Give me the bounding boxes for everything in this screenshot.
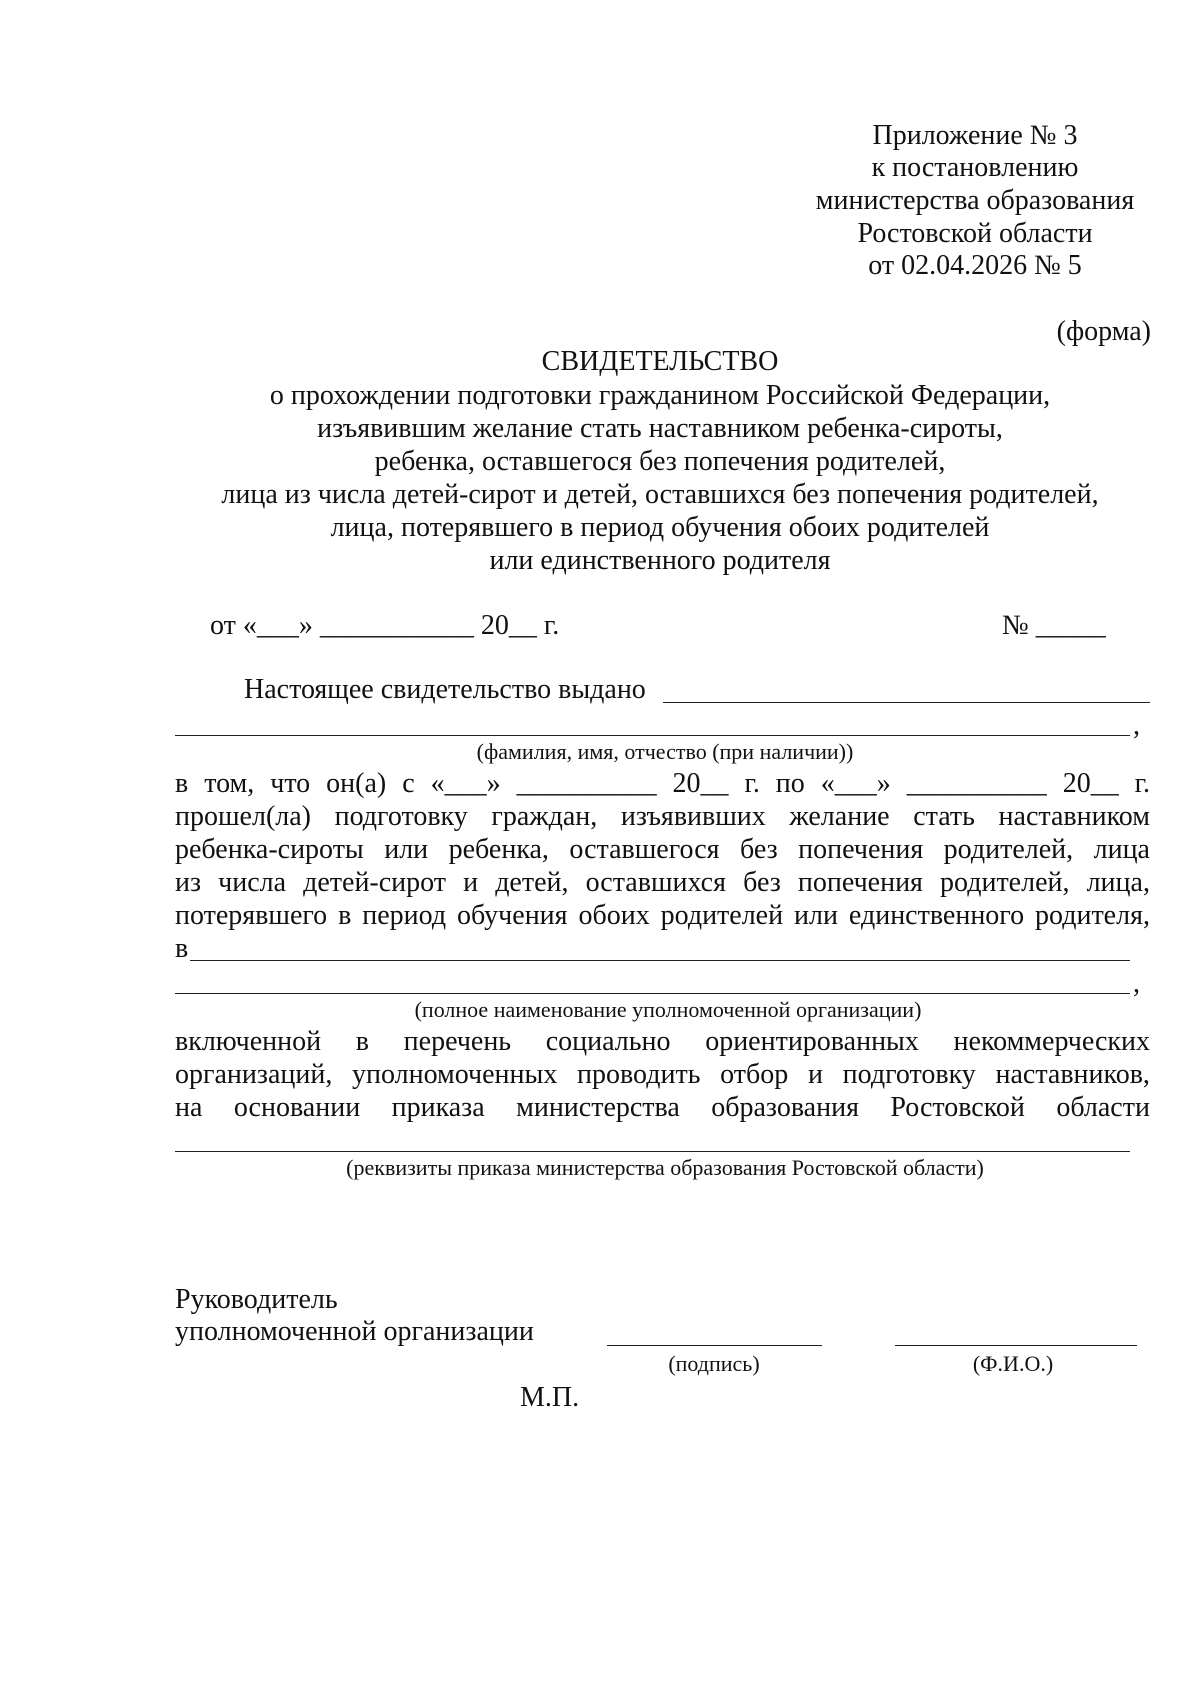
order-caption: (реквизиты приказа министерства образования Ростовской области): [346, 1155, 984, 1180]
included-word: отбор: [720, 1059, 789, 1090]
included-word: организаций,: [175, 1059, 333, 1090]
appendix-line-4: Ростовской области: [857, 218, 1093, 249]
body-word: единственного: [848, 900, 1025, 931]
body-word: попечения: [798, 834, 924, 865]
period-word: «___»: [430, 768, 501, 799]
issued-comma: ,: [1133, 710, 1140, 741]
appendix-line-2: к постановлению: [871, 152, 1079, 183]
body-word: в: [338, 900, 352, 931]
document-title: СВИДЕТЕЛЬСТВО: [541, 346, 779, 377]
body-word: оставшегося: [569, 834, 720, 865]
body-word: изъявивших: [620, 801, 766, 832]
included-word: приказа: [391, 1092, 485, 1123]
body-word: или: [384, 834, 429, 865]
period-word: 20__: [672, 768, 729, 799]
period-word: «___»: [820, 768, 891, 799]
included-word: Ростовской: [890, 1092, 1025, 1123]
period-word: __________: [906, 768, 1047, 799]
period-row: [175, 770, 1150, 798]
fio-line: [895, 1345, 1137, 1346]
included-word: уполномоченных: [352, 1059, 558, 1090]
body-line-2: [175, 836, 1150, 864]
body-word: ребенка,: [448, 834, 549, 865]
included-word: в: [355, 1026, 370, 1057]
signer-role-line-2: уполномоченной организации: [175, 1316, 534, 1347]
org-prefix: в: [175, 933, 189, 964]
body-word: родителей: [660, 900, 784, 931]
body-word: родителей,: [940, 867, 1070, 898]
body-word: наставником: [998, 801, 1150, 832]
form-label: (форма): [1056, 316, 1151, 347]
included-word: некоммерческих: [953, 1026, 1150, 1057]
stamp-placeholder: М.П.: [520, 1382, 580, 1413]
body-word: детей,: [495, 867, 569, 898]
body-word: родителя,: [1035, 900, 1150, 931]
body-word: желание: [789, 801, 890, 832]
included-word: проводить: [577, 1059, 701, 1090]
org-name-line-2: [175, 993, 1130, 994]
period-word: по: [775, 768, 805, 799]
body-word: без: [743, 867, 781, 898]
body-word: числа: [218, 867, 287, 898]
org-caption: (полное наименование уполномоченной организации): [414, 997, 922, 1022]
signature-line: [607, 1345, 822, 1346]
period-word: __________: [516, 768, 657, 799]
included-word: образования: [711, 1092, 859, 1123]
number-field: № _____: [1002, 610, 1106, 641]
included-line-2: [175, 1061, 1150, 1089]
included-word: социально: [545, 1026, 671, 1057]
period-word: он(а): [326, 768, 387, 799]
body-word: стать: [913, 801, 975, 832]
body-word: период: [362, 900, 447, 931]
included-line-3: [175, 1094, 1150, 1122]
body-word: прошел(ла): [175, 801, 311, 832]
title-line-3: ребенка, оставшегося без попечения родителей,: [374, 446, 946, 477]
body-word: оставшихся: [585, 867, 726, 898]
period-word: 20__: [1062, 768, 1119, 799]
period-word: в: [175, 768, 189, 799]
order-details-line: [175, 1151, 1130, 1152]
appendix-line-3: министерства образования: [815, 185, 1135, 216]
body-word: и: [463, 867, 479, 898]
issued-label: Настоящее свидетельство выдано: [244, 674, 646, 705]
body-word: граждан,: [491, 801, 598, 832]
body-line-3: [175, 869, 1150, 897]
signature-caption: (подпись): [668, 1351, 760, 1376]
body-word: ребенка-сироты: [175, 834, 364, 865]
body-word: лица: [1093, 834, 1150, 865]
body-word: попечения: [797, 867, 923, 898]
body-word: без: [739, 834, 778, 865]
body-line-4: [175, 902, 1150, 930]
included-word: основании: [233, 1092, 361, 1123]
title-line-6: или единственного родителя: [489, 545, 831, 576]
body-word: лица,: [1086, 867, 1150, 898]
included-word: министерства: [516, 1092, 680, 1123]
included-word: области: [1056, 1092, 1150, 1123]
title-line-2: изъявившим желание стать наставником ребенка-сироты,: [317, 413, 1003, 444]
included-word: ориентированных: [705, 1026, 919, 1057]
included-line-1: [175, 1028, 1150, 1056]
fio-caption: (фамилия, имя, отчество (при наличии)): [476, 739, 854, 764]
period-word: что: [270, 768, 311, 799]
body-line-1: [175, 803, 1150, 831]
fio-signature-caption: (Ф.И.О.): [972, 1351, 1054, 1376]
title-line-4: лица из числа детей-сирот и детей, оставшихся без попечения родителей,: [221, 479, 1099, 510]
body-word: обоих: [578, 900, 650, 931]
body-word: из: [175, 867, 202, 898]
org-comma: ,: [1133, 968, 1140, 999]
period-word: том,: [204, 768, 255, 799]
period-word: с: [402, 768, 415, 799]
included-word: перечень: [403, 1026, 512, 1057]
included-word: наставников,: [995, 1059, 1150, 1090]
body-word: родителей,: [943, 834, 1074, 865]
body-word: детей-сирот: [303, 867, 447, 898]
included-word: на: [175, 1092, 203, 1123]
org-name-line: [190, 960, 1130, 961]
title-line-1: о прохождении подготовки гражданином Российской Федерации,: [269, 380, 1051, 411]
issued-name-line: [663, 702, 1150, 703]
body-word: обучения: [457, 900, 568, 931]
appendix-line-5: от 02.04.2026 № 5: [868, 250, 1082, 281]
included-word: включенной: [175, 1026, 322, 1057]
body-word: потерявшего: [175, 900, 328, 931]
signer-role-line-1: Руководитель: [175, 1284, 338, 1315]
body-word: или: [794, 900, 838, 931]
period-word: г.: [744, 768, 760, 799]
body-word: подготовку: [334, 801, 468, 832]
period-word: г.: [1134, 768, 1150, 799]
included-word: и: [807, 1059, 823, 1090]
date-field: от «___» ___________ 20__ г.: [210, 610, 560, 641]
issued-name-line-2: [175, 735, 1130, 736]
included-word: подготовку: [842, 1059, 976, 1090]
title-line-5: лица, потерявшего в период обучения обоих родителей: [330, 512, 990, 543]
appendix-line-1: Приложение № 3: [872, 120, 1078, 151]
